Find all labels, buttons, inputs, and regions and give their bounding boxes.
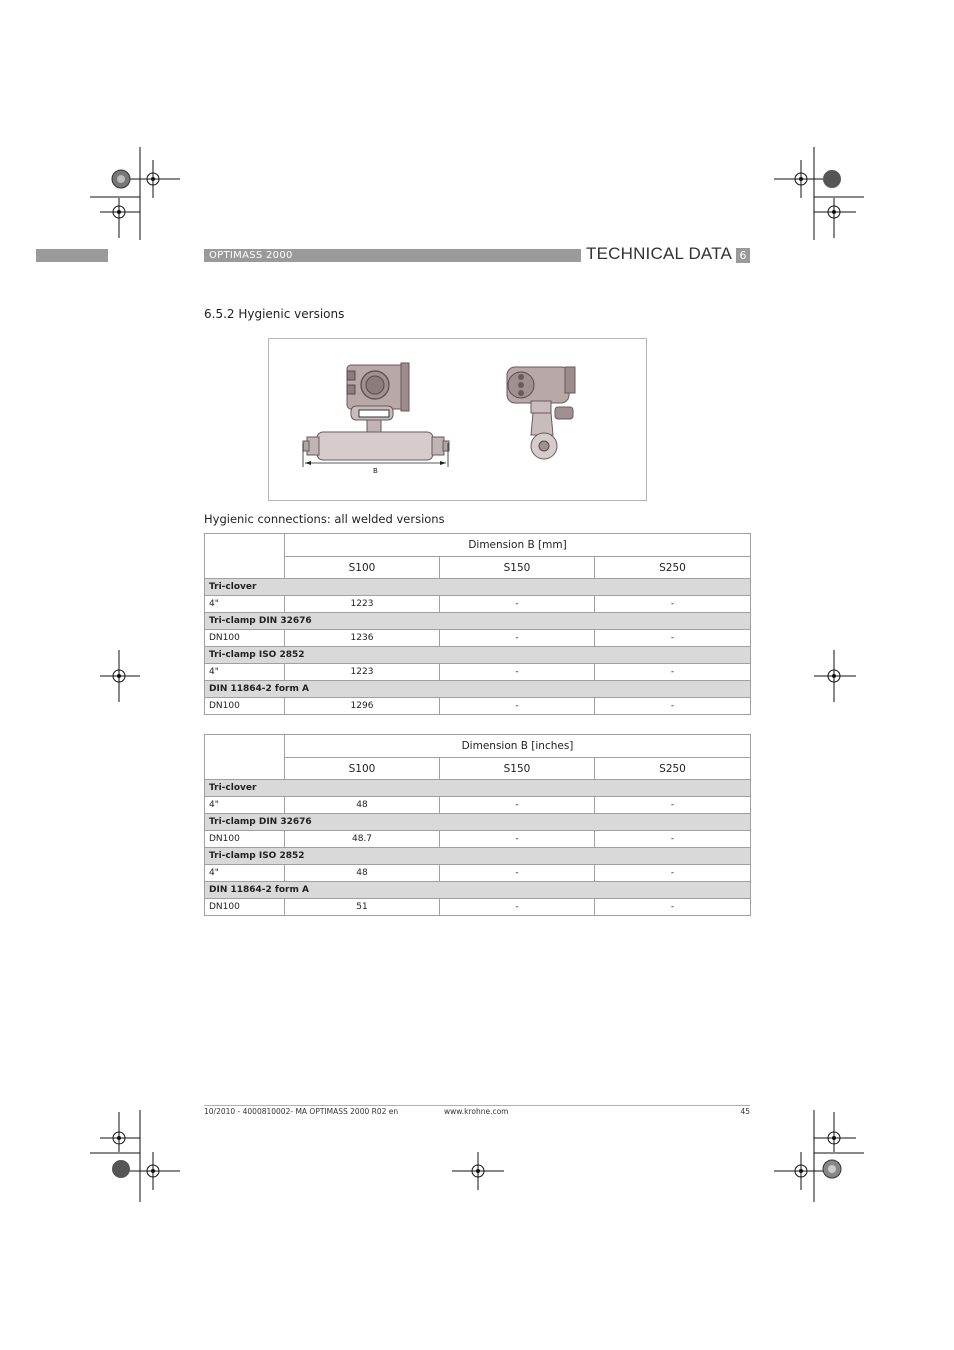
- group-header-row: DIN 11864-2 form A: [205, 681, 751, 698]
- value-cell: 1236: [285, 630, 440, 647]
- table-caption: Hygienic connections: all welded versions: [204, 512, 445, 526]
- column-header: S150: [440, 557, 595, 579]
- value-cell: -: [595, 831, 751, 848]
- dimension-table-mm: [204, 533, 751, 715]
- value-cell: 48: [285, 865, 440, 882]
- value-cell: -: [595, 630, 751, 647]
- column-header: S100: [285, 758, 440, 780]
- size-cell: DN100: [205, 899, 285, 916]
- table-row: [205, 797, 751, 814]
- group-header-row: Tri-clamp ISO 2852: [205, 647, 751, 664]
- value-cell: -: [440, 664, 595, 681]
- size-cell: DN100: [205, 630, 285, 647]
- group-header-row: Tri-clover: [205, 579, 751, 596]
- dimension-table-inches: [204, 734, 751, 916]
- section-title: TECHNICAL DATA: [586, 244, 733, 263]
- dimension-header: Dimension B [mm]: [285, 534, 751, 557]
- value-cell: -: [595, 698, 751, 715]
- value-cell: -: [595, 596, 751, 613]
- value-cell: 1296: [285, 698, 440, 715]
- value-cell: -: [440, 596, 595, 613]
- group-header-row: Tri-clamp DIN 32676: [205, 814, 751, 831]
- table-row: [205, 664, 751, 681]
- table-corner-cell: [205, 534, 285, 579]
- size-cell: 4": [205, 797, 285, 814]
- table-corner-cell: [205, 735, 285, 780]
- value-cell: -: [595, 664, 751, 681]
- group-header-row: Tri-clover: [205, 780, 751, 797]
- value-cell: 1223: [285, 664, 440, 681]
- value-cell: 51: [285, 899, 440, 916]
- header-accent-bar: [36, 249, 108, 262]
- hygienic-version-figure: [268, 338, 647, 501]
- footer-website: www.krohne.com: [444, 1107, 509, 1116]
- column-header: S250: [595, 557, 751, 579]
- table-row: [205, 630, 751, 647]
- footer-doc-ref: 10/2010 - 4000810002- MA OPTIMASS 2000 R02 en: [204, 1107, 399, 1116]
- value-cell: -: [440, 698, 595, 715]
- table-row: [205, 899, 751, 916]
- table-row: [205, 865, 751, 882]
- size-cell: DN100: [205, 831, 285, 848]
- side-view-drawing: [507, 367, 575, 459]
- column-header: S100: [285, 557, 440, 579]
- value-cell: -: [440, 831, 595, 848]
- value-cell: -: [595, 899, 751, 916]
- group-header-row: DIN 11864-2 form A: [205, 882, 751, 899]
- value-cell: -: [440, 899, 595, 916]
- table-row: [205, 831, 751, 848]
- value-cell: 48.7: [285, 831, 440, 848]
- dimension-header: Dimension B [inches]: [285, 735, 751, 758]
- dimension-b-label: B: [373, 467, 378, 475]
- value-cell: 48: [285, 797, 440, 814]
- device-drawing: [269, 339, 646, 500]
- size-cell: 4": [205, 664, 285, 681]
- subsection-heading: 6.5.2 Hygienic versions: [204, 307, 345, 321]
- value-cell: -: [440, 865, 595, 882]
- group-header-row: Tri-clamp ISO 2852: [205, 848, 751, 865]
- value-cell: -: [440, 797, 595, 814]
- value-cell: 1223: [285, 596, 440, 613]
- size-cell: 4": [205, 596, 285, 613]
- value-cell: -: [440, 630, 595, 647]
- chapter-number: 6: [736, 248, 750, 263]
- size-cell: 4": [205, 865, 285, 882]
- value-cell: -: [595, 865, 751, 882]
- value-cell: -: [595, 797, 751, 814]
- front-view-drawing: [303, 363, 449, 467]
- table-row: [205, 698, 751, 715]
- product-name: OPTIMASS 2000: [209, 250, 293, 261]
- column-header: S150: [440, 758, 595, 780]
- size-cell: DN100: [205, 698, 285, 715]
- page-number: 45: [740, 1107, 750, 1116]
- column-header: S250: [595, 758, 751, 780]
- group-header-row: Tri-clamp DIN 32676: [205, 613, 751, 630]
- table-row: [205, 596, 751, 613]
